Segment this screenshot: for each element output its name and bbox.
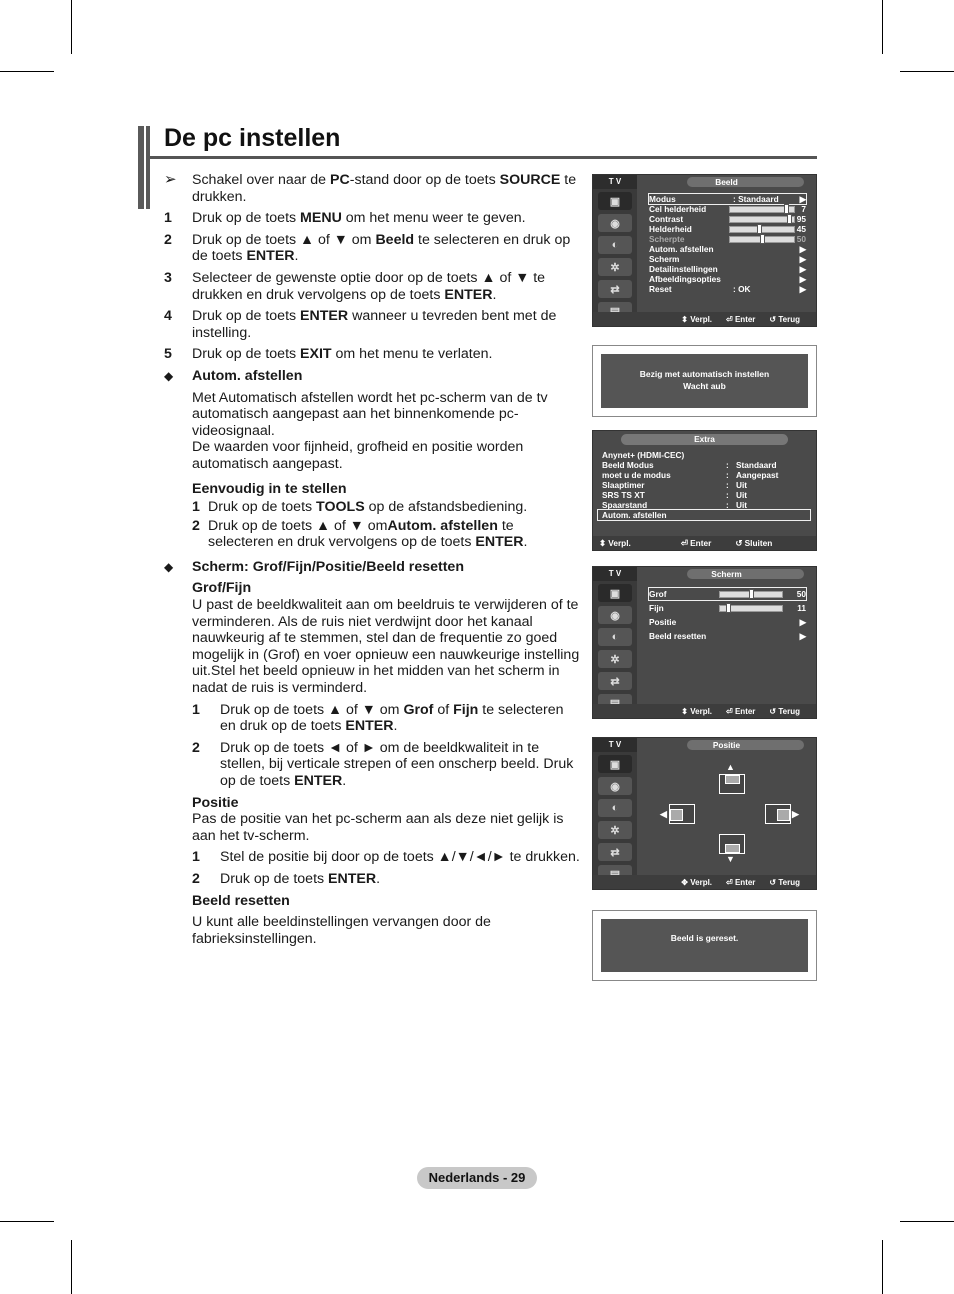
reset-description: U kunt alle beeldinstellingen vervangen door de fabrieksinstellingen. <box>192 914 491 947</box>
fijn-slider[interactable] <box>719 605 783 612</box>
setup-icon[interactable]: ✲ <box>598 821 632 839</box>
osd-menu-list <box>649 588 806 642</box>
osd-positie-menu <box>592 737 817 890</box>
section-scherm-heading: ◆ Scherm: Grof/Fijn/Positie/Beeld resetten <box>164 558 464 575</box>
crop-mark <box>71 0 72 54</box>
crop-mark <box>0 1221 54 1222</box>
crop-mark <box>0 71 54 72</box>
return-icon: ↺ <box>769 877 777 887</box>
enter-icon: ⏎ <box>726 877 733 887</box>
instructions <box>164 172 582 947</box>
extra-row[interactable]: moet u de modus : Aangepast <box>602 470 779 480</box>
back-hint: ↺ Terug <box>769 877 800 887</box>
enter-hint: ⏎ Enter <box>680 538 712 548</box>
osd-icon-column <box>593 581 637 704</box>
back-hint: ↺ Terug <box>769 314 800 324</box>
easy-heading: Eenvoudig in te stellen <box>192 480 347 497</box>
menu-item-scherpte: Scherpte 50 <box>649 234 806 244</box>
auto-adjust-message: Bezig met automatisch instellen Wacht aub <box>592 345 817 417</box>
move-hint: ✥ Verpl. <box>681 877 713 887</box>
menu-item-scherm[interactable]: Scherm ▶ <box>649 254 806 264</box>
osd-icon-column <box>593 189 637 312</box>
menu-item-fijn[interactable]: Fijn 11 <box>649 603 806 613</box>
osd-footer <box>593 875 816 889</box>
crop-mark <box>71 1240 72 1294</box>
position-box-right <box>765 804 791 824</box>
osd-title: Extra <box>621 434 788 445</box>
positie-steps: 1 Stel de positie bij door op de toets ▲/▼/◄/► te drukken. 2 Druk op de toets ENTER. <box>192 849 580 887</box>
positie-description: Pas de positie van het pc-scherm aan als deze niet gelijk is aan het tv-scherm. <box>192 811 564 844</box>
menu-item-detailinstellingen[interactable]: Detailinstellingen ▶ <box>649 264 806 274</box>
enter-icon: ⏎ <box>680 538 688 548</box>
scherpte-slider <box>729 236 795 243</box>
sound-icon[interactable]: ◉ <box>598 606 632 624</box>
step-2: 2 Druk op de toets ▲ of ▼ om Beeld te selecteren en druk op de toets ENTER. <box>164 231 571 265</box>
back-hint: ↺ Terug <box>769 706 800 716</box>
menu-item-modus[interactable]: Modus : Standaard ▶ <box>649 194 806 204</box>
osd-scherm-menu <box>592 566 817 719</box>
enter-hint: ⏎ Enter <box>726 314 756 324</box>
step-4: 4 Druk op de toets ENTER wanneer u tevreden bent met de instelling. <box>164 308 557 341</box>
sidebar-accent <box>146 126 150 209</box>
picture-icon[interactable]: ▣ <box>598 584 632 602</box>
reset-message: Beeld is gereset. <box>592 910 817 981</box>
section-autom-heading: ◆ Autom. afstellen <box>164 367 303 384</box>
cel-helderheid-slider[interactable] <box>729 206 795 213</box>
menu-item-grof[interactable]: Grof 50 <box>649 589 806 599</box>
return-icon: ↺ <box>769 314 777 324</box>
move-hint: ⬍ Verpl. <box>681 706 713 716</box>
crop-mark <box>900 71 954 72</box>
step-3: 3 Selecteer de gewenste optie door op de toets ▲ of ▼ te drukken en druk vervolgens op de toets ENTER. <box>164 269 546 303</box>
return-icon: ↺ <box>735 538 743 548</box>
enter-icon: ⏎ <box>726 706 733 716</box>
page-title: De pc instellen <box>164 124 341 152</box>
picture-icon[interactable]: ▣ <box>598 755 632 773</box>
grof-steps: 1 Druk op de toets ▲ of ▼ om Grof of Fijn te selecteren en druk op de toets ENTER. 2 Druk op de toets ◄ of ► om de beeldkwaliteit in te stellen, bij verticale strepen of een onscherp beeld. Druk op de toets ENTER. <box>192 701 574 789</box>
input-icon[interactable]: ⇄ <box>598 280 632 298</box>
grof-slider[interactable] <box>719 591 783 598</box>
updown-icon: ⬍ <box>599 538 606 548</box>
menu-item-autom-afstellen[interactable]: Autom. afstellen ▶ <box>649 244 806 254</box>
position-box-bottom <box>719 834 745 854</box>
osd-icon-column <box>593 752 637 875</box>
autom-description: Met Automatisch afstellen wordt het pc-scherm van de tv automatisch aangepast aan het binnenkomende pc-videosignaal. De waarden voor fijnheid, grofheid en positie worden automatisch aangepast. <box>192 389 548 472</box>
extra-list <box>602 450 806 520</box>
sound-icon[interactable]: ◉ <box>598 214 632 232</box>
extra-row[interactable]: SRS TS XT : Uit <box>602 490 748 500</box>
move-hint: ⬍ Verpl. <box>599 538 631 548</box>
menu-item-helderheid[interactable]: Helderheid 45 <box>649 224 806 234</box>
extra-row[interactable]: Slaaptimer : Uit <box>602 480 748 490</box>
dpad-icon: ✥ <box>681 877 688 887</box>
diamond-bullet-icon: ◆ <box>164 559 174 574</box>
close-hint: ↺ Sluiten <box>735 538 773 548</box>
extra-row[interactable]: Spaarstand : Uit <box>602 500 748 510</box>
arrow-right-icon[interactable]: ▶ <box>792 809 799 819</box>
easy-steps: 1 Druk op de toets TOOLS op de afstandsbediening. 2 Druk op de toets ▲ of ▼ omAutom. afstellen te selecteren en druk vervolgens op de toets ENTER. <box>192 499 528 551</box>
setup-icon[interactable]: ✲ <box>598 650 632 668</box>
input-icon[interactable]: ⇄ <box>598 672 632 690</box>
sidebar-accent <box>138 126 144 209</box>
arrow-left-icon[interactable]: ◀ <box>660 809 667 819</box>
extra-row[interactable]: Beeld Modus : Standaard <box>602 460 777 470</box>
updown-icon: ⬍ <box>681 706 688 716</box>
extra-row[interactable]: Anynet+ (HDMI-CEC) <box>602 450 685 460</box>
osd-title: Beeld <box>715 177 738 187</box>
crop-mark <box>882 1240 883 1294</box>
arrow-up-icon[interactable]: ▲ <box>726 762 735 772</box>
position-adjuster[interactable] <box>637 752 816 875</box>
enter-hint: ⏎ Enter <box>726 706 756 716</box>
grof-description: U past de beeldkwaliteit aan om beeldruis te verwijderen of te verminderen. Als de ruis niet verdwijnt door het kanaal nauwkeurig af te stemmen, stel dan de frequentie zo goed mogelijk in (Grof) en voer opnieuw een nauwkeurige instelling uit.Stel het beeld opnieuw in het midden van het scherm in nadat de ruis is verminderd. <box>192 597 580 697</box>
return-icon: ↺ <box>769 706 777 716</box>
menu-item-afbeeldingsopties[interactable]: Afbeeldingsopties ▶ <box>649 274 806 284</box>
osd-menu-list <box>649 194 806 294</box>
arrow-down-icon[interactable]: ▼ <box>726 854 735 864</box>
enter-hint: ⏎ Enter <box>726 877 756 887</box>
input-icon[interactable]: ⇄ <box>598 843 632 861</box>
menu-item-cel-helderheid[interactable]: Cel helderheid 7 <box>649 204 806 214</box>
intro-line: ➢ Schakel over naar de PC-stand door op de toets SOURCE te drukken. <box>164 171 577 205</box>
menu-item-contrast[interactable]: Contrast 95 <box>649 214 806 224</box>
extra-row-selected[interactable]: Autom. afstellen <box>598 510 810 520</box>
channel-icon[interactable]: ◐ <box>598 799 632 817</box>
setup-icon[interactable]: ✲ <box>598 258 632 276</box>
position-box-top <box>719 774 745 794</box>
contrast-slider[interactable] <box>729 216 795 223</box>
osd-beeld-menu <box>592 174 817 327</box>
updown-icon: ⬍ <box>681 314 688 324</box>
sound-icon[interactable]: ◉ <box>598 777 632 795</box>
osd-title: Positie <box>712 740 741 750</box>
position-box-left <box>669 804 695 824</box>
osd-extra-menu <box>592 430 817 551</box>
step-5: 5 Druk op de toets EXIT om het menu te verlaten. <box>164 346 493 363</box>
menu-item-reset[interactable]: Reset : OK ▶ <box>649 284 806 294</box>
helderheid-slider[interactable] <box>729 226 795 233</box>
title-divider <box>150 156 817 159</box>
reset-heading: Beeld resetten <box>192 892 290 909</box>
osd-title: Scherm <box>711 569 742 579</box>
osd-tv-label: T V <box>593 738 637 752</box>
crop-mark <box>882 0 883 54</box>
grof-heading: Grof/Fijn <box>192 580 252 597</box>
osd-tv-label: T V <box>593 175 637 189</box>
osd-footer <box>593 536 816 550</box>
enter-icon: ⏎ <box>726 314 733 324</box>
menu-item-positie[interactable]: Positie ▶ <box>649 617 806 627</box>
menu-item-beeld-resetten[interactable]: Beeld resetten ▶ <box>649 631 806 641</box>
crop-mark <box>900 1221 954 1222</box>
page-number: Nederlands - 29 <box>417 1167 537 1189</box>
positie-heading: Positie <box>192 794 239 811</box>
pointer-arrow-icon: ➢ <box>164 171 177 188</box>
step-1: 1 Druk op de toets MENU om het menu weer te geven. <box>164 210 526 227</box>
diamond-bullet-icon: ◆ <box>164 368 174 383</box>
osd-footer <box>593 704 816 718</box>
move-hint: ⬍ Verpl. <box>681 314 713 324</box>
channel-icon[interactable]: ◐ <box>598 236 632 254</box>
picture-icon[interactable]: ▣ <box>598 192 632 210</box>
osd-tv-label: T V <box>593 567 637 581</box>
channel-icon[interactable]: ◐ <box>598 628 632 646</box>
osd-footer <box>593 312 816 326</box>
